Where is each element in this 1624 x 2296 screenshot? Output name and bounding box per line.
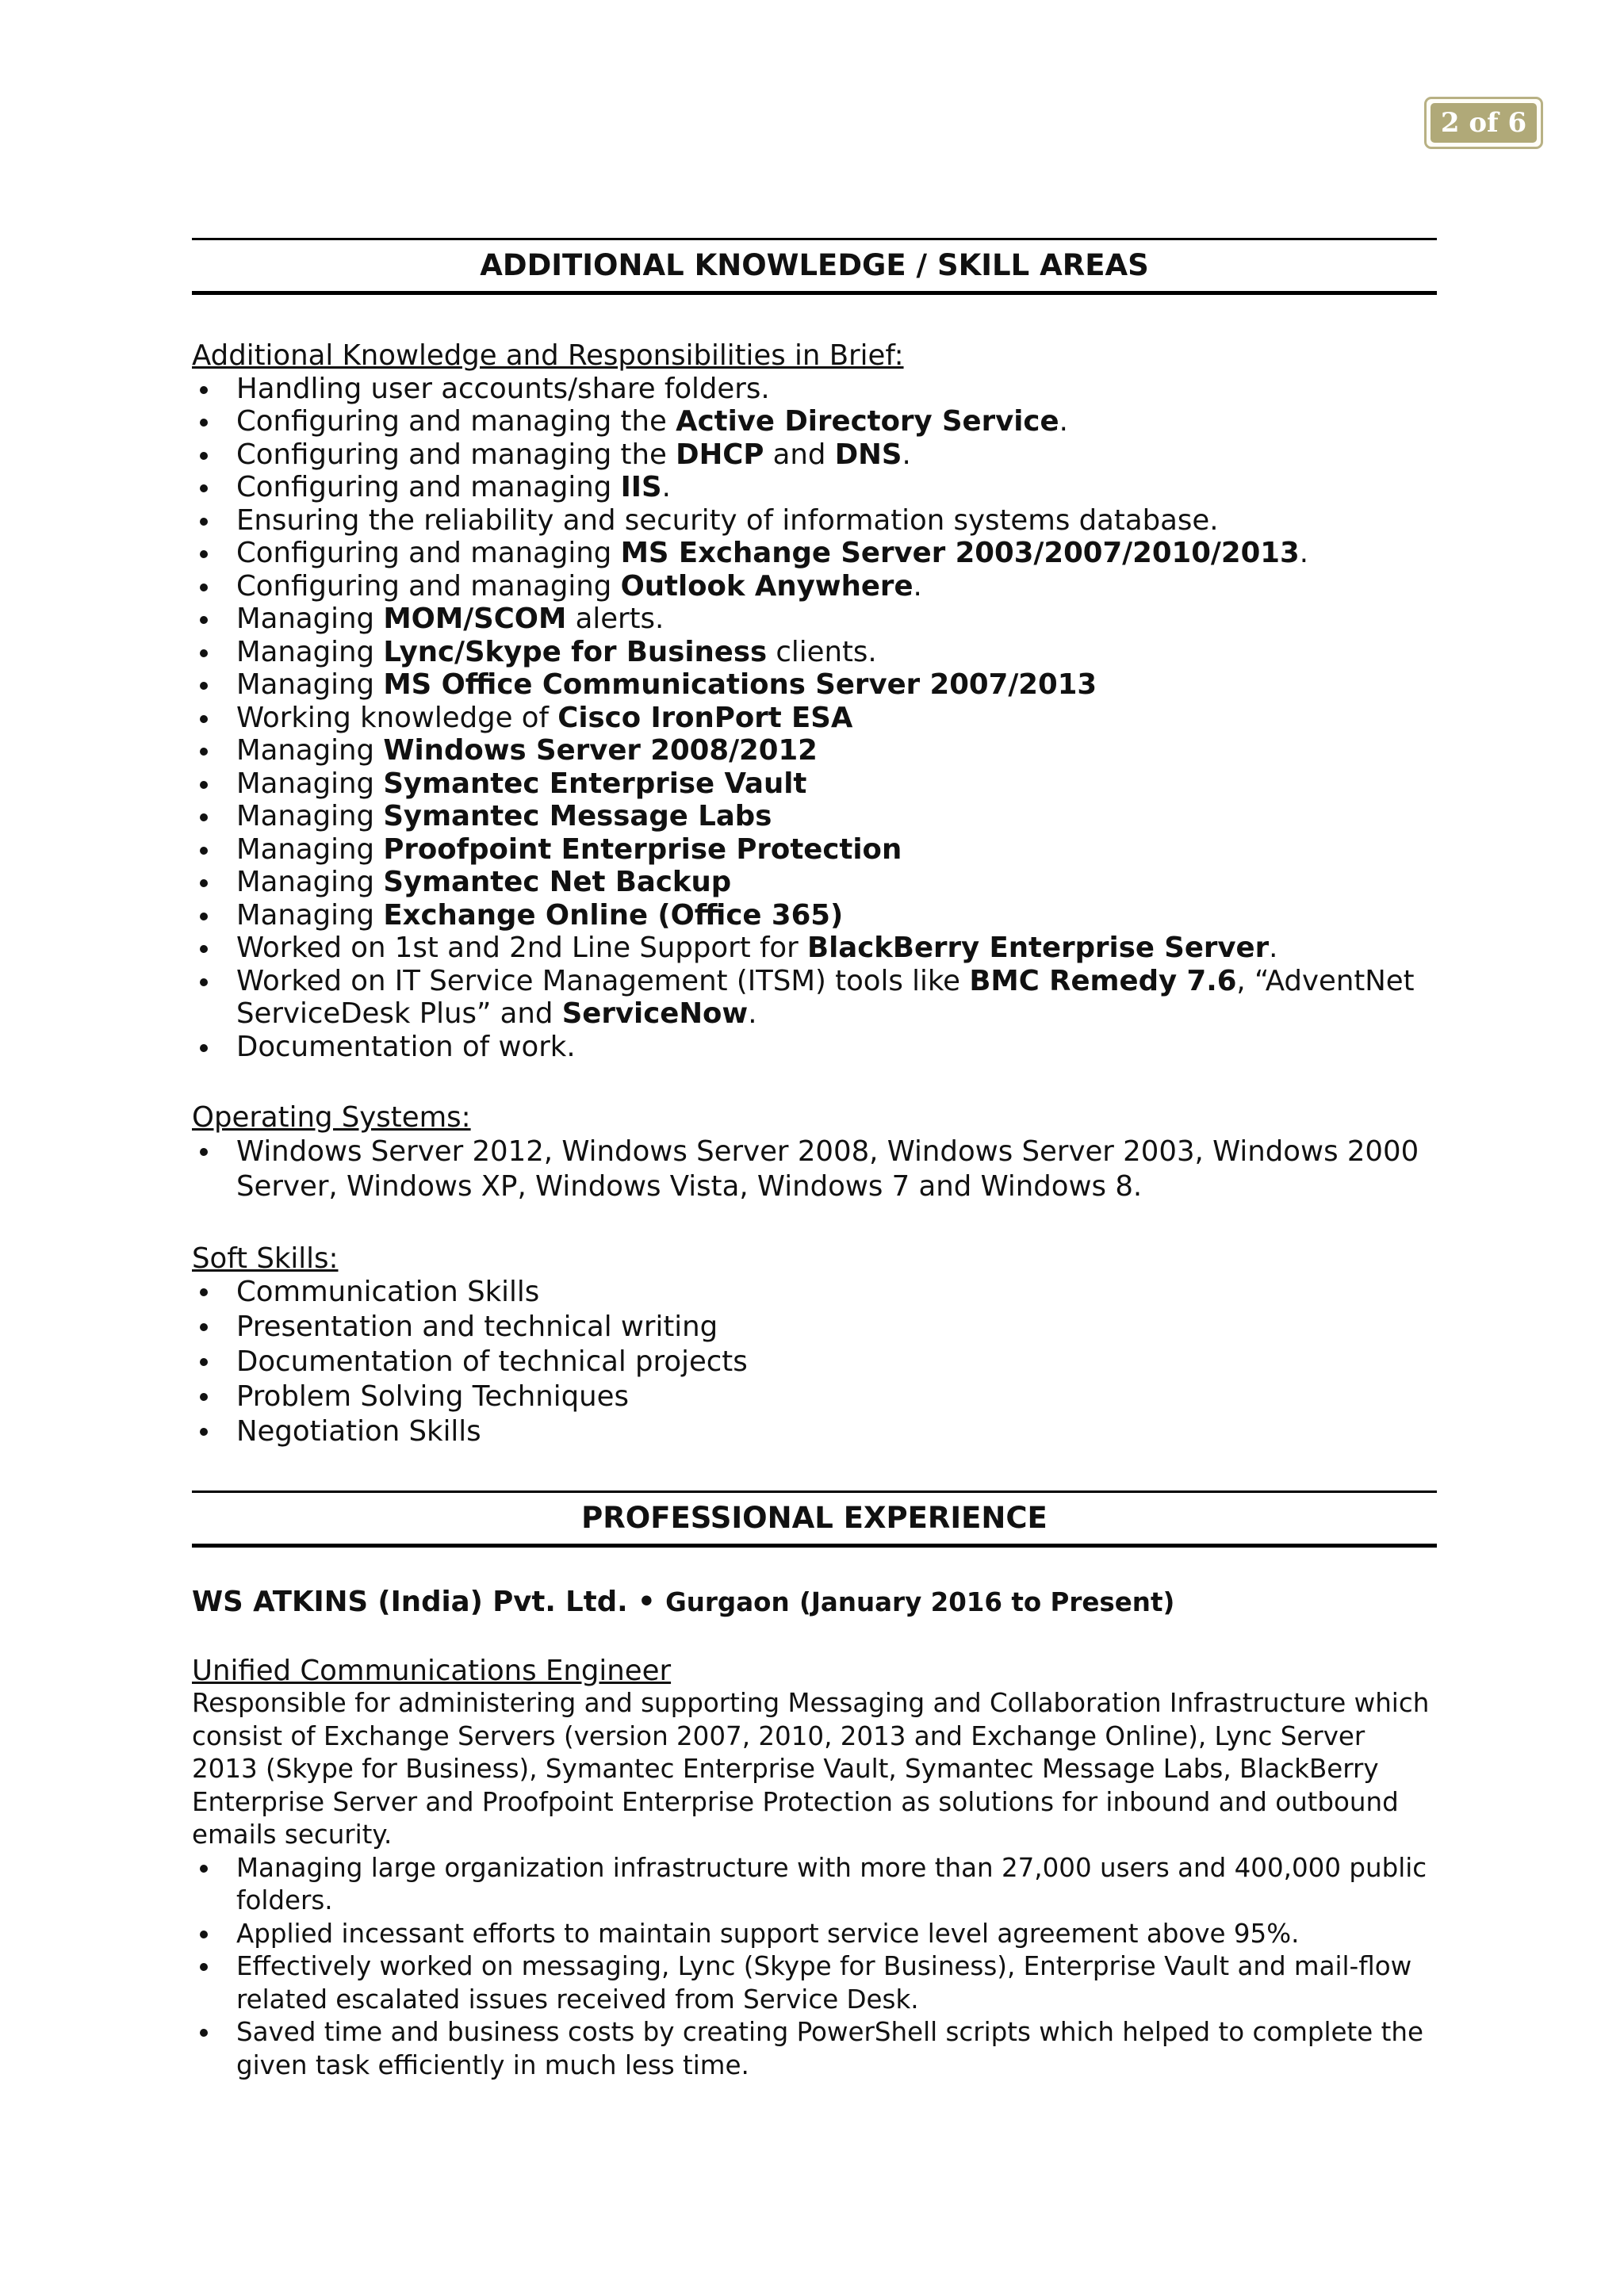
- list-item-text: Problem Solving Techniques: [236, 1380, 629, 1413]
- resume-page: [192, 238, 1437, 2082]
- list-item-bold-text: BlackBerry Enterprise Server: [807, 932, 1270, 964]
- list-item: [192, 1310, 1437, 1345]
- list-item-bold-text: DNS: [834, 438, 902, 471]
- list-item-text: Managing: [236, 832, 384, 866]
- list-item-bold-text: ServiceNow: [561, 997, 749, 1030]
- list-item: [192, 668, 1437, 702]
- list-item-bold-text: Cisco IronPort ESA: [557, 701, 853, 734]
- list-item-bold-text: Outlook Anywhere: [620, 569, 914, 603]
- list-item-bold-text: Symantec Net Backup: [383, 866, 732, 898]
- list-item: [192, 1345, 1437, 1380]
- section-title-experience: PROFESSIONAL EXPERIENCE: [192, 1490, 1437, 1548]
- list-item-text: .: [913, 569, 922, 603]
- list-item-bold-text: Symantec Enterprise Vault: [383, 767, 807, 800]
- list-item-text: Applied incessant efforts to maintain support service level agreement above 95%.: [236, 1918, 1300, 1949]
- list-item-text: Configuring and managing: [236, 569, 621, 603]
- list-item-text: Managing: [236, 635, 384, 668]
- list-item-text: Worked on 1st and 2nd Line Support for: [236, 932, 808, 964]
- list-item: [192, 603, 1437, 636]
- list-item-text: Managing: [236, 898, 384, 932]
- list-item-text: .: [1299, 537, 1309, 569]
- list-item: [192, 899, 1437, 932]
- list-item: [192, 1918, 1437, 1951]
- list-item-text: Configuring and managing the: [236, 405, 676, 438]
- list-item-text: Presentation and technical writing: [236, 1311, 718, 1343]
- list-item-bold-text: BMC Remedy 7.6: [969, 964, 1237, 997]
- job-title: Unified Communications Engineer: [192, 1654, 672, 1687]
- list-item: [192, 1414, 1437, 1449]
- list-item: [192, 1275, 1437, 1310]
- list-item-bold-text: Symantec Message Labs: [383, 800, 772, 832]
- list-item: [192, 932, 1437, 965]
- list-item: [192, 570, 1437, 603]
- list-item: [192, 471, 1437, 504]
- list-item-bold-text: Active Directory Service: [676, 405, 1059, 438]
- list-item-text: Negotiation Skills: [236, 1415, 481, 1448]
- list-item-bold-text: DHCP: [676, 438, 764, 471]
- list-item: [192, 866, 1437, 899]
- list-item-text: Managing: [236, 800, 384, 832]
- list-item: [192, 2016, 1437, 2082]
- list-item-bold-text: MS Exchange Server 2003/2007/2010/2013: [620, 537, 1300, 569]
- list-item-text: Saved time and business costs by creating PowerShell scripts which helped to complete the given task efficiently in much less time.: [236, 2017, 1423, 2080]
- list-item: [192, 1852, 1437, 1918]
- list-item: [192, 767, 1437, 801]
- knowledge-list: [192, 373, 1437, 1064]
- list-item: [192, 800, 1437, 833]
- list-item: [192, 537, 1437, 570]
- list-item: [192, 373, 1437, 406]
- list-item-bold-text: Lync/Skype for Business: [383, 635, 768, 668]
- list-item-text: and: [764, 438, 835, 471]
- list-item-text: Working knowledge of: [236, 701, 558, 734]
- page-indicator-badge: [1424, 97, 1543, 149]
- list-item: [192, 734, 1437, 767]
- list-item-text: Communication Skills: [236, 1276, 540, 1308]
- list-item-text: .: [1269, 932, 1278, 964]
- bullet-separator: •: [638, 1586, 656, 1618]
- list-item-text: alerts.: [566, 603, 665, 635]
- page-indicator: 2 of 6: [1431, 103, 1537, 143]
- list-item: [192, 833, 1437, 867]
- list-item-text: Configuring and managing: [236, 537, 621, 569]
- list-item-bold-text: MOM/SCOM: [383, 603, 567, 635]
- list-item-text: clients.: [767, 635, 877, 668]
- list-item-text: Managing: [236, 866, 384, 898]
- list-item-bold-text: Proofpoint Enterprise Protection: [383, 832, 902, 866]
- section-title-skills: ADDITIONAL KNOWLEDGE / SKILL AREAS: [192, 238, 1437, 295]
- list-item-text: .: [748, 997, 757, 1030]
- list-item-bold-text: IIS: [620, 471, 662, 503]
- list-item-text: Worked on IT Service Management (ITSM) tools like: [236, 964, 970, 997]
- list-item-text: Windows Server 2012, Windows Server 2008, Windows Server 2003, Windows 2000 Server, Windows XP, Windows Vista, Windows 7 and Windows 8.: [236, 1135, 1419, 1203]
- list-item-text: Managing: [236, 734, 384, 767]
- list-item-text: , “AdventNet ServiceDesk Plus” and: [236, 964, 1415, 1030]
- list-item-text: Documentation of technical projects: [236, 1345, 748, 1378]
- company-line: [192, 1586, 1437, 1620]
- list-item: [192, 1031, 1437, 1064]
- list-item: [192, 405, 1437, 438]
- list-item-text: Effectively worked on messaging, Lync (Skype for Business), Enterprise Vault and mail-flow related escalated issues received from Service Desk.: [236, 1951, 1412, 2015]
- soft-skills-list: [192, 1275, 1437, 1449]
- list-item: [192, 1380, 1437, 1414]
- list-item-bold-text: MS Office Communications Server 2007/2013: [383, 668, 1097, 701]
- list-item: [192, 1135, 1437, 1204]
- list-item-bold-text: Windows Server 2008/2012: [383, 734, 818, 767]
- subheading-knowledge: Additional Knowledge and Responsibilities in Brief:: [192, 339, 904, 372]
- subheading-operating-systems: Operating Systems:: [192, 1101, 471, 1134]
- list-item-text: Configuring and managing: [236, 471, 621, 503]
- list-item-bold-text: Exchange Online (Office 365): [383, 898, 844, 932]
- list-item: [192, 965, 1437, 1031]
- list-item-text: .: [1059, 405, 1068, 438]
- list-item-text: Handling user accounts/share folders.: [236, 372, 770, 405]
- os-list: [192, 1135, 1437, 1204]
- company-name: WS ATKINS (India) Pvt. Ltd.: [192, 1586, 628, 1618]
- list-item-text: .: [902, 438, 911, 471]
- list-item: [192, 1950, 1437, 2016]
- employment-period: (January 2016 to Present): [799, 1587, 1175, 1617]
- list-item: [192, 636, 1437, 669]
- list-item-text: Managing: [236, 603, 384, 635]
- list-item: [192, 438, 1437, 472]
- list-item-text: Ensuring the reliability and security of information systems database.: [236, 503, 1219, 537]
- list-item-text: Managing large organization infrastructure with more than 27,000 users and 400,000 public folders.: [236, 1852, 1427, 1915]
- subheading-soft-skills: Soft Skills:: [192, 1242, 339, 1275]
- list-item-text: Documentation of work.: [236, 1030, 576, 1063]
- list-item-text: Managing: [236, 767, 384, 800]
- list-item-text: .: [661, 471, 671, 503]
- list-item-text: Managing: [236, 668, 384, 701]
- company-location: Gurgaon: [665, 1587, 790, 1617]
- list-item: [192, 504, 1437, 538]
- list-item: [192, 702, 1437, 735]
- list-item-text: Configuring and managing the: [236, 438, 676, 471]
- experience-list: [192, 1852, 1437, 2083]
- job-summary: Responsible for administering and supporting Messaging and Collaboration Infrastructure which consist of Exchange Servers (version 2007, 2010, 2013 and Exchange Online), Lync Server 2013 (Skype for Business), Symantec Enterprise Vault, Symantec Message Labs, BlackBerry Enterprise Server and Proofpoint Enterprise Protection as solutions for inbound and outbound emails security.: [192, 1688, 1430, 1850]
